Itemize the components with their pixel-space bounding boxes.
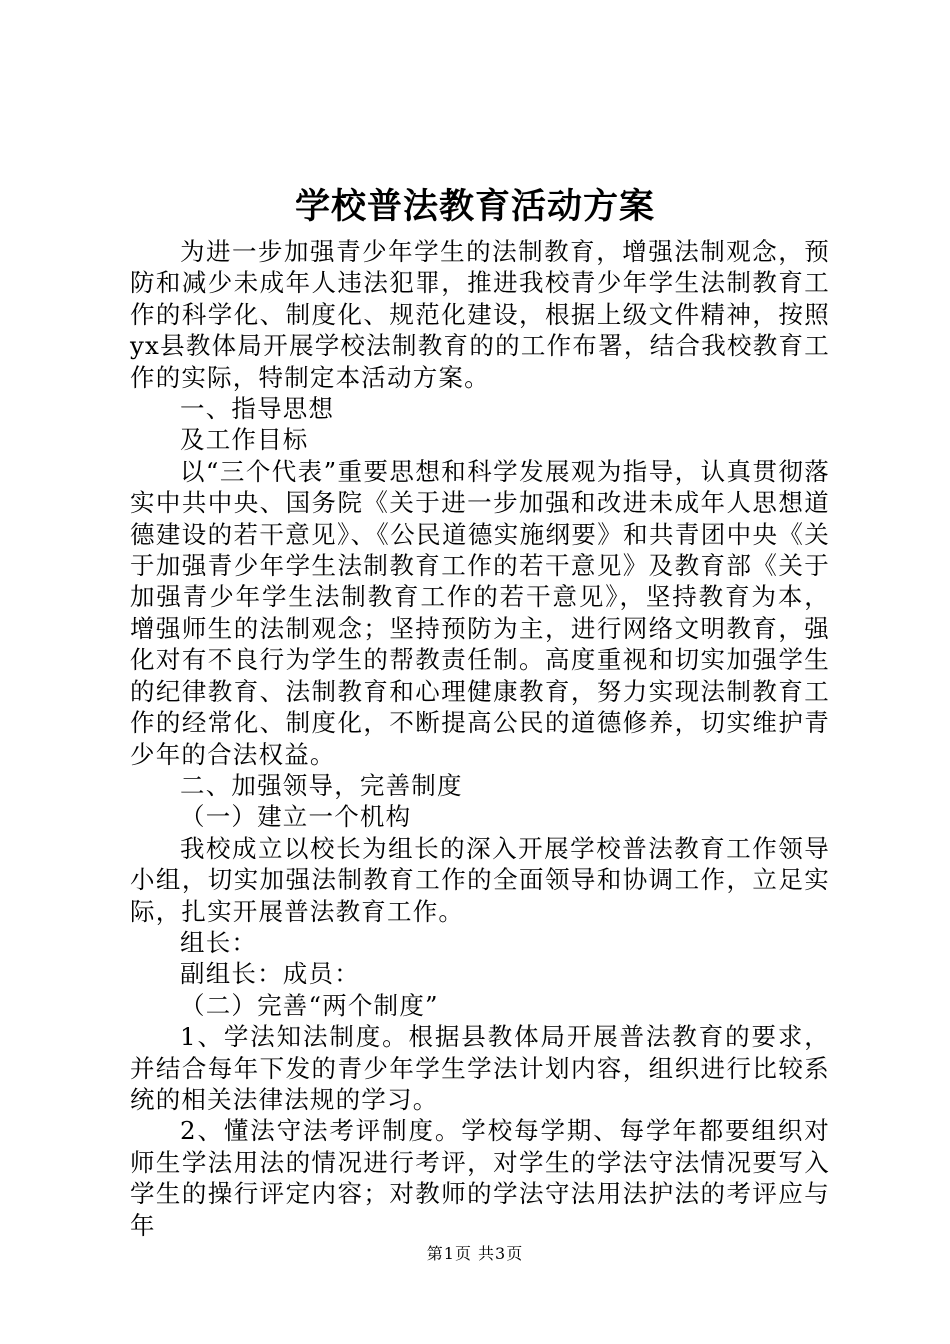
page-footer: 第1页 共3页 <box>426 1244 524 1263</box>
subsection-heading-organization: （一）建立一个机构 <box>180 802 412 832</box>
section-heading-guiding-thought: 一、指导思想 <box>180 394 335 424</box>
document-title: 学校普法教育活动方案 <box>294 186 655 227</box>
organization-paragraph: 我校成立以校长为组长的深入开展学校普法教育工作领导小组，切实加强法制教育工作的全面领导和协调工作，立足实际，扎实开展普法教育工作。 <box>130 833 830 926</box>
system-item-1: 1、学法知法制度。根据县教体局开展普法教育的要求，并结合每年下发的青少年学生学法计划内容，组织进行比较系统的相关法律法规的学习。 <box>130 1022 830 1114</box>
subsection-heading-two-systems: （二）完善“两个制度” <box>180 990 439 1020</box>
section-heading-work-goals: 及工作目标 <box>180 425 309 455</box>
guiding-thought-paragraph: 以“三个代表”重要思想和科学发展观为指导，认真贯彻落实中共中央、国务院《关于进一步加强和改进未成年人思想道德建设的若干意见》、《公民道德实施纲要》和共青团中央《关于加强青少年学生法制教育工作的若干意见》及教育部《关于加强青少年学生法制教育工作的若干意见》，坚持教育为本，增强师生的法制观念；坚持预防为主，进行网络文明教育，强化对有不良行为学生的帮教责任制。高度重视和切实加强学生的纪律教育、法制教育和心理健康教育，努力实现法制教育工作的经常化、制度化，不断提高公民的道德修养，切实维护青少年的合法权益。 <box>130 456 830 769</box>
section-heading-leadership: 二、加强领导，完善制度 <box>180 770 463 800</box>
document-body <box>130 236 830 1241</box>
deputy-leader-members-line: 副组长：成员： <box>180 959 360 989</box>
intro-paragraph: 为进一步加强青少年学生的法制教育，增强法制观念，预防和减少未成年人违法犯罪，推进我校青少年学生法制教育工作的科学化、制度化、规范化建设，根据上级文件精神，按照yx县教体局开展学校法制教育的的工作布署，结合我校教育工作的实际，特制定本活动方案。 <box>130 237 830 392</box>
system-item-2: 2、懂法守法考评制度。学校每学期、每学年都要组织对师生学法用法的情况进行考评，对学生的学法守法情况要写入学生的操行评定内容；对教师的学法守法用法护法的考评应与年 <box>130 1116 830 1240</box>
group-leader-line: 组长： <box>180 927 258 957</box>
